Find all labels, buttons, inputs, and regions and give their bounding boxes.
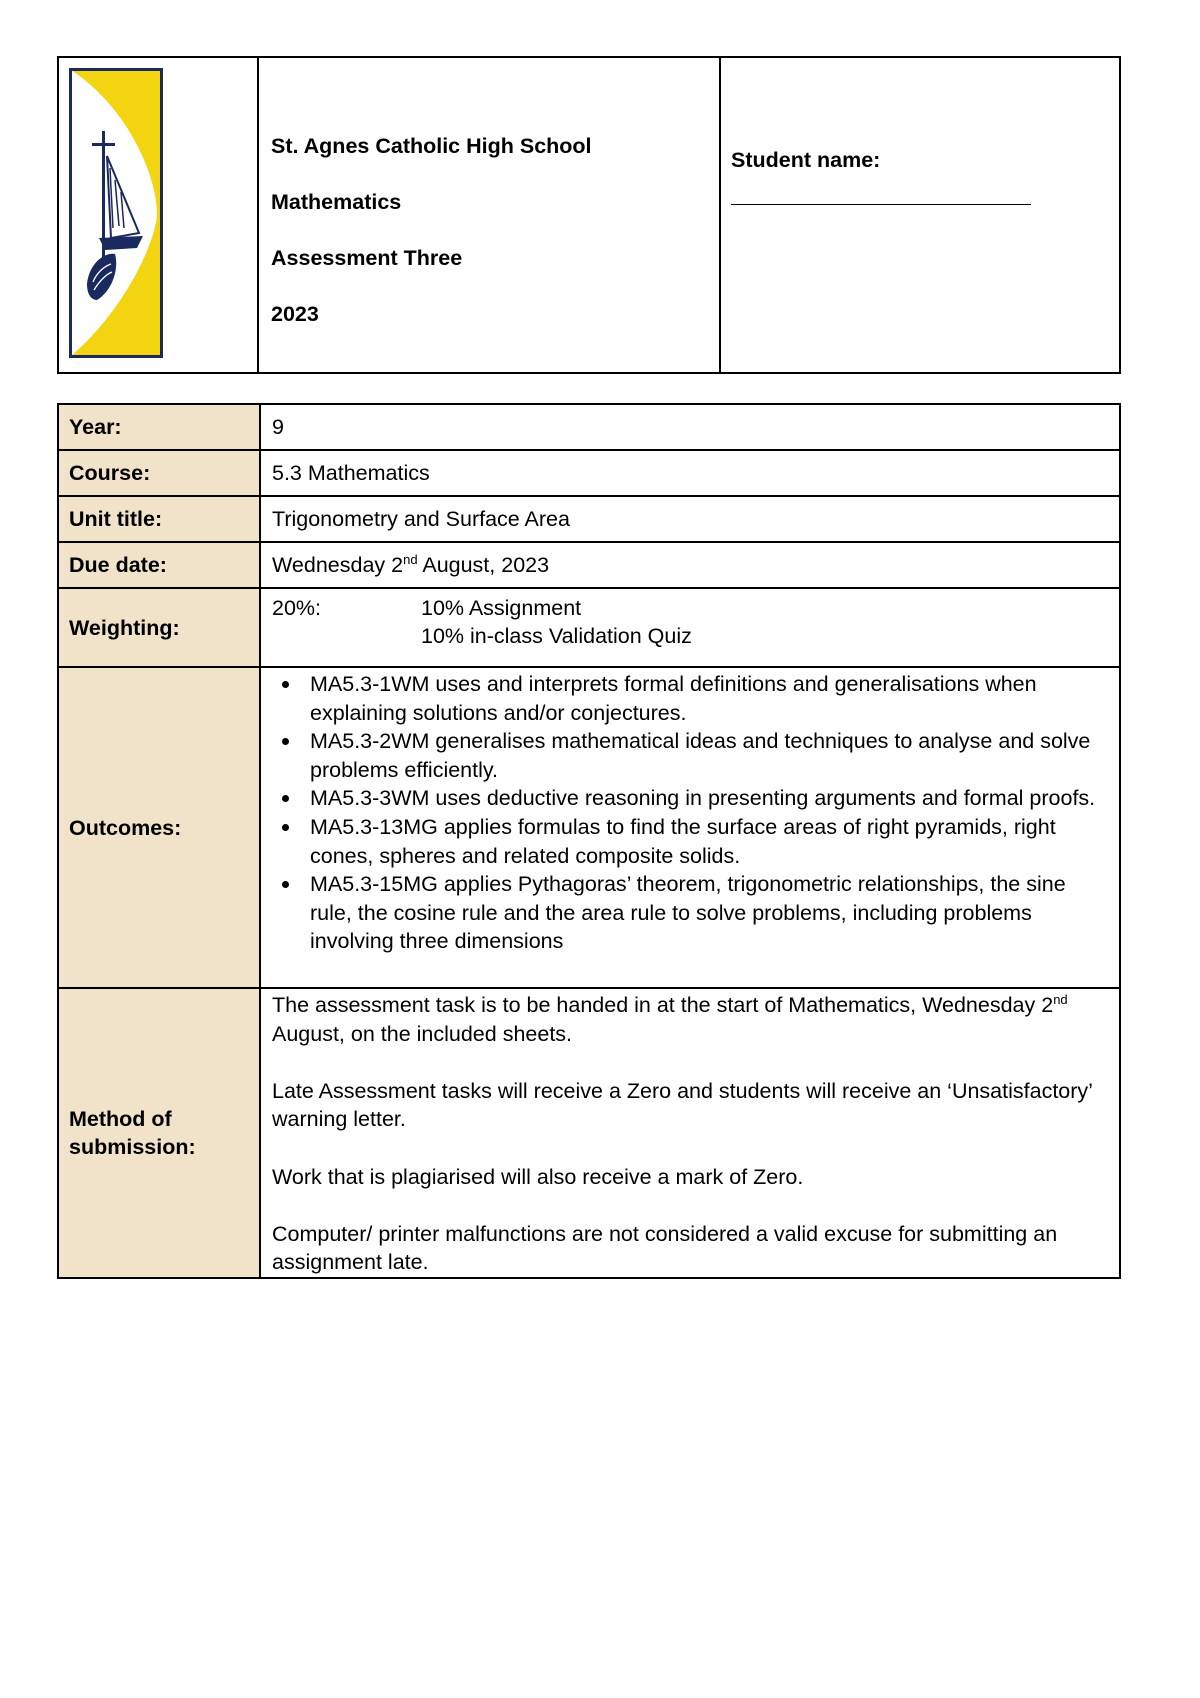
subject-name: Mathematics [271,190,402,214]
method-of-submission-label: Method of submission: [58,988,260,1278]
table-row [58,988,1120,1278]
school-logo [69,68,163,358]
outcome-text: MA5.3-15MG applies Pythagoras’ theorem, trigonometric relationships, the sine rule, the cosine rule and the area rule to solve problems, including problems involving three dimensions [310,872,1066,954]
method-paragraph: Work that is plagiarised will also receive a mark of Zero. [272,1164,804,1189]
list-item [272,727,1111,784]
outcomes-list [272,670,1111,956]
table-row [58,404,1120,450]
table-row [58,588,1120,667]
method-paragraph: Late Assessment tasks will receive a Zero and students will receive an ‘Unsatisfactory’ warning letter. [272,1078,1093,1132]
bullet-icon [282,795,289,802]
method-paragraph: The assessment task is to be handed in at the start of Mathematics, Wednesday 2nd August, on the included sheets. [272,992,1068,1046]
outcomes-value [260,667,1120,988]
assessment-name: Assessment Three [271,246,463,270]
table-row [58,667,1120,988]
table-row [58,496,1120,542]
table-row [58,450,1120,496]
course-label: Course: [58,450,260,496]
assessment-year: 2023 [271,302,319,326]
course-value: 5.3 Mathematics [260,450,1120,496]
list-item [272,813,1111,870]
bullet-icon [282,881,289,888]
method-paragraph: Computer/ printer malfunctions are not considered a valid excuse for submitting an assignment late. [272,1221,1058,1275]
weighting-value [260,588,1120,667]
table-row [58,542,1120,588]
unit-title-label: Unit title: [58,496,260,542]
weighting-label: Weighting: [58,588,260,667]
weighting-part: 10% in-class Validation Quiz [421,624,692,648]
due-date-value [260,542,1120,588]
outcomes-label: Outcomes: [58,667,260,988]
outcome-text: MA5.3-13MG applies formulas to find the surface areas of right pyramids, right cones, spheres and related composite solids. [310,814,1056,868]
due-date-sup: nd [403,552,418,567]
student-cell [721,58,1119,372]
year-value: 9 [260,404,1120,450]
list-item [272,784,1111,813]
list-item [272,870,1111,956]
year-label: Year: [58,404,260,450]
student-name-label: Student name: [731,148,881,172]
method-of-submission-value [260,988,1120,1278]
weighting-total: 20%: [272,596,322,620]
assessment-info-table [57,403,1121,1279]
title-cell [259,58,721,372]
header-box [57,56,1121,374]
weighting-part: 10% Assignment [421,596,582,620]
outcome-text: MA5.3-2WM generalises mathematical ideas and techniques to analyse and solve problems efficiently. [310,729,1091,782]
outcome-text: MA5.3-1WM uses and interprets formal definitions and generalisations when explaining solutions and/or conjectures. [310,672,1037,725]
bullet-icon [282,738,289,745]
unit-title-value: Trigonometry and Surface Area [260,496,1120,542]
student-name-field[interactable] [731,204,1031,205]
outcome-text: MA5.3-3WM uses deductive reasoning in presenting arguments and formal proofs. [310,786,1096,811]
list-item [272,670,1111,727]
due-date-prefix: Wednesday 2 [272,553,404,577]
school-name: St. Agnes Catholic High School [271,134,592,158]
bullet-icon [282,681,289,688]
due-date-label: Due date: [58,542,260,588]
due-date-suffix: August, 2023 [417,553,550,577]
logo-cell [59,58,259,372]
bullet-icon [282,824,289,831]
